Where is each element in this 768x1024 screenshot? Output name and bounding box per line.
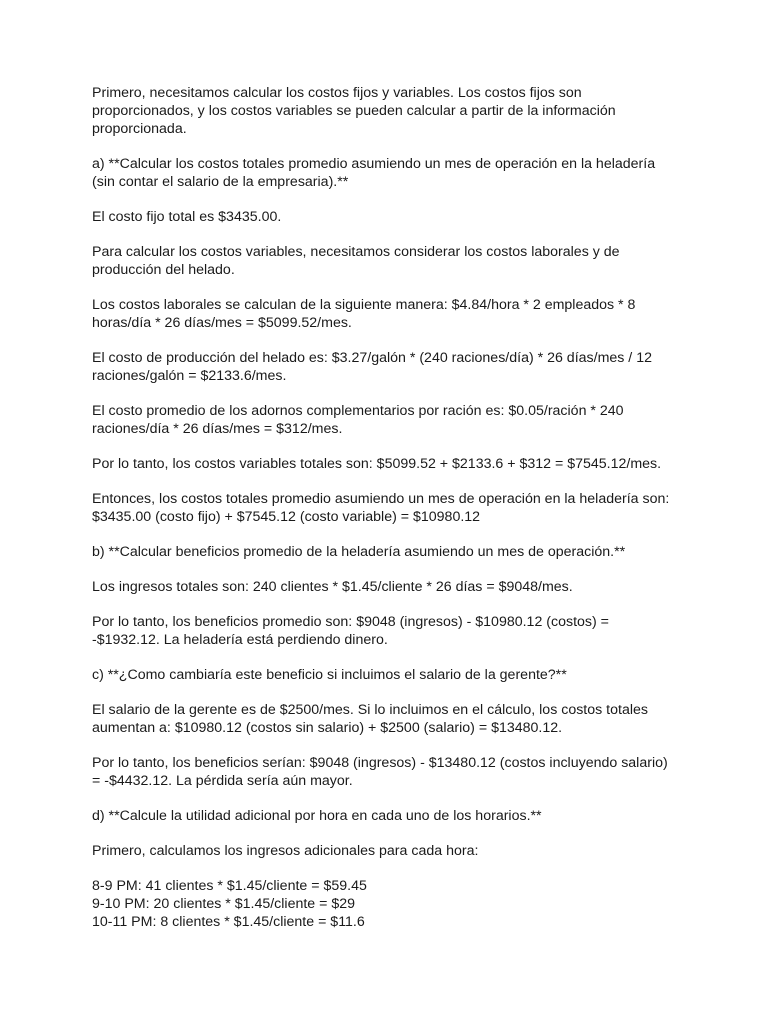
paragraph	[92, 754, 682, 790]
text-line: aumentan a: $10980.12 (costos sin salario) + $2500 (salario) = $13480.12.	[92, 720, 563, 736]
text-line: Para calcular los costos variables, necesitamos considerar los costos laborales y de	[92, 244, 620, 260]
text-line: -$1932.12. La heladería está perdiendo dinero.	[92, 632, 388, 648]
paragraph	[92, 84, 682, 138]
text-line: proporcionados, y los costos variables se pueden calcular a partir de la información	[92, 103, 616, 119]
text-line: horas/día * 26 días/mes = $5099.52/mes.	[92, 315, 352, 331]
text-line: raciones/galón = $2133.6/mes.	[92, 368, 287, 384]
text-line: a) **Calcular los costos totales promedio asumiendo un mes de operación en la heladería	[92, 156, 656, 172]
text-line: El costo de producción del helado es: $3.27/galón * (240 raciones/día) * 26 días/mes / 12	[92, 350, 652, 366]
text-line: El salario de la gerente es de $2500/mes. Si lo incluimos en el cálculo, los costos totales	[92, 702, 648, 718]
text-line: El costo fijo total es $3435.00.	[92, 209, 282, 225]
text-line: = -$4432.12. La pérdida sería aún mayor.	[92, 773, 353, 789]
text-line: El costo promedio de los adornos complementarios por ración es: $0.05/ración * 240	[92, 403, 624, 419]
text-line: $3435.00 (costo fijo) + $7545.12 (costo variable) = $10980.12	[92, 509, 481, 525]
text-line: b) **Calcular beneficios promedio de la heladería asumiendo un mes de operación.**	[92, 544, 626, 560]
text-line: Los costos laborales se calculan de la siguiente manera: $4.84/hora * 2 empleados * 8	[92, 297, 636, 313]
text-line: Por lo tanto, los beneficios promedio son: $9048 (ingresos) - $10980.12 (costos) =	[92, 614, 609, 630]
text-line: Por lo tanto, los costos variables totales son: $5099.52 + $2133.6 + $312 = $7545.12/mes.	[92, 456, 662, 472]
paragraph	[92, 613, 682, 649]
paragraph	[92, 349, 682, 385]
text-line: raciones/día * 26 días/mes = $312/mes.	[92, 421, 343, 437]
paragraph	[92, 243, 682, 279]
paragraph	[92, 296, 682, 332]
text-line: producción del helado.	[92, 262, 235, 278]
text-line: proporcionada.	[92, 121, 187, 137]
text-line: (sin contar el salario de la empresaria).**	[92, 174, 349, 190]
text-line: 9-10 PM: 20 clientes * $1.45/cliente = $29	[92, 896, 356, 912]
text-line: c) **¿Como cambiaría este beneficio si incluimos el salario de la gerente?**	[92, 667, 567, 683]
paragraph	[92, 877, 682, 931]
paragraph	[92, 807, 682, 825]
paragraph	[92, 701, 682, 737]
paragraph	[92, 490, 682, 526]
text-line: Entonces, los costos totales promedio asumiendo un mes de operación en la heladería son:	[92, 491, 670, 507]
paragraph	[92, 155, 682, 191]
text-line: 8-9 PM: 41 clientes * $1.45/cliente = $59.45	[92, 878, 367, 894]
text-line: Primero, necesitamos calcular los costos fijos y variables. Los costos fijos son	[92, 85, 582, 101]
paragraph	[92, 578, 682, 596]
text-line: Por lo tanto, los beneficios serían: $9048 (ingresos) - $13480.12 (costos incluyendo salario)	[92, 755, 668, 771]
document-body	[92, 84, 682, 948]
paragraph	[92, 666, 682, 684]
text-line: Primero, calculamos los ingresos adicionales para cada hora:	[92, 843, 479, 859]
text-line: 10-11 PM: 8 clientes * $1.45/cliente = $11.6	[92, 914, 365, 930]
paragraph	[92, 402, 682, 438]
paragraph	[92, 842, 682, 860]
paragraph	[92, 208, 682, 226]
paragraph	[92, 543, 682, 561]
paragraph	[92, 455, 682, 473]
text-line: Los ingresos totales son: 240 clientes * $1.45/cliente * 26 días = $9048/mes.	[92, 579, 573, 595]
text-line: d) **Calcule la utilidad adicional por hora en cada uno de los horarios.**	[92, 808, 542, 824]
